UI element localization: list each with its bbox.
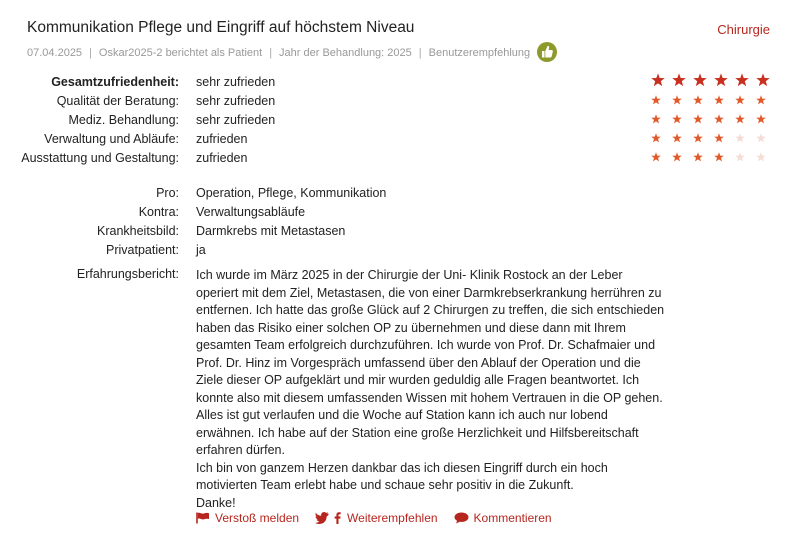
review-title: Kommunikation Pflege und Eingriff auf höchstem Niveau	[27, 19, 415, 36]
pro-label: Pro:	[156, 186, 179, 200]
star-rating	[651, 152, 777, 162]
star-filled-icon	[714, 133, 724, 143]
comment-label: Kommentieren	[473, 511, 552, 525]
report-text	[196, 267, 666, 512]
pro-row	[0, 186, 800, 205]
rating-value: sehr zufrieden	[196, 75, 276, 89]
rating-label: Qualität der Beratung:	[56, 94, 179, 108]
recommendation-label: Benutzerempfehlung	[428, 47, 531, 59]
star-filled-icon	[756, 73, 770, 87]
thumbs-up-icon	[537, 42, 557, 62]
star-filled-icon	[735, 95, 745, 105]
rating-label: Gesamtzufriedenheit:	[51, 75, 179, 89]
rating-row	[0, 111, 800, 130]
recommend-label: Weiterempfehlen	[347, 511, 438, 525]
report-violation-button[interactable]	[196, 511, 299, 525]
star-filled-icon	[651, 133, 661, 143]
star-empty-icon	[735, 152, 745, 162]
rating-row	[0, 149, 800, 168]
category-link[interactable]: Chirurgie	[717, 22, 770, 37]
star-filled-icon	[693, 133, 703, 143]
contra-label: Kontra:	[138, 205, 179, 219]
star-filled-icon	[672, 73, 686, 87]
star-filled-icon	[756, 114, 766, 124]
disease-label: Krankheitsbild:	[97, 224, 179, 238]
comment-button[interactable]	[454, 511, 552, 525]
details-section	[0, 186, 800, 262]
star-filled-icon	[651, 95, 661, 105]
rating-row	[0, 92, 800, 111]
star-empty-icon	[756, 152, 766, 162]
star-filled-icon	[735, 114, 745, 124]
disease-value: Darmkrebs mit Metastasen	[196, 224, 346, 238]
pro-value: Operation, Pflege, Kommunikation	[196, 186, 387, 200]
star-filled-icon	[756, 95, 766, 105]
star-rating	[651, 133, 777, 143]
star-filled-icon	[714, 114, 724, 124]
star-filled-icon	[693, 114, 703, 124]
speech-bubble-icon	[454, 512, 469, 524]
contra-row	[0, 205, 800, 224]
rating-value: sehr zufrieden	[196, 113, 276, 127]
star-filled-icon	[735, 73, 749, 87]
rating-label: Ausstattung und Gestaltung:	[21, 151, 179, 165]
star-filled-icon	[672, 133, 682, 143]
star-empty-icon	[756, 133, 766, 143]
report-paragraph: Ich wurde im März 2025 in der Chirurgie der Uni- Klinik Rostock an der Leber operiert mit dem Ziel, Metastasen, die von einer Darmkrebserkrankung herrühren zu entfernen. Ich hatte das große Glück auf 2 Chirurgen zu treffen, die sich entschieden haben das Risiko einer solchen OP zu übernehmen und diese dann mit Ihrem gesamten Team erfolgreich durchzuführen. Ich wurde von Prof. Dr. Schafmaier und Prof. Dr. Hinz im Vorgespräch umfassend über den Ablauf der Operation und die Ziele dieser OP aufgeklärt und mir wurden geduldig alle Fragen beantwortet. Ich konnte also mit diesem umfassenden Wissen mit hohem Vertrauen in die OP gehen. Alles ist gut verlaufen und die Woche auf Station kann ich auch nur lobend erwähnen. Ich habe auf der Station eine große Herzlichkeit und Hilfsbereitschaft erfahren dürfen.	[196, 268, 665, 457]
rating-value: sehr zufrieden	[196, 94, 276, 108]
facebook-icon	[334, 512, 341, 524]
treatment-year: Jahr der Behandlung: 2025	[279, 47, 412, 59]
star-filled-icon	[672, 95, 682, 105]
star-empty-icon	[735, 133, 745, 143]
rating-value: zufrieden	[196, 132, 248, 146]
rating-value: zufrieden	[196, 151, 248, 165]
star-filled-icon	[693, 73, 707, 87]
star-filled-icon	[714, 152, 724, 162]
review-meta: 07.04.2025 | Oskar2025-2 berichtet als Patient | Jahr der Behandlung: 2025 | Benutzerempfehlung	[27, 43, 557, 63]
report-paragraph: Danke!	[196, 495, 236, 510]
rating-row	[0, 130, 800, 149]
report-label: Erfahrungsbericht:	[76, 267, 179, 281]
star-filled-icon	[714, 73, 728, 87]
rating-row	[0, 73, 800, 92]
twitter-icon	[315, 512, 329, 524]
review-date: 07.04.2025	[27, 47, 83, 59]
rating-label: Mediz. Behandlung:	[68, 113, 179, 127]
rating-label: Verwaltung und Abläufe:	[44, 132, 179, 146]
private-row	[0, 243, 800, 262]
star-filled-icon	[651, 73, 665, 87]
star-filled-icon	[651, 152, 661, 162]
disease-row	[0, 224, 800, 243]
star-rating	[651, 95, 777, 105]
review-author[interactable]: Oskar2025-2 berichtet als Patient	[98, 47, 263, 59]
report-violation-label: Verstoß melden	[215, 511, 300, 525]
ratings-section	[0, 73, 800, 168]
star-filled-icon	[693, 95, 703, 105]
star-filled-icon	[651, 114, 661, 124]
private-value: ja	[196, 243, 206, 257]
report-paragraph: Ich bin von ganzem Herzen dankbar das ich diesen Eingriff durch ein hoch motivierten Team erlebt habe und schaue sehr positiv in die Zukunft.	[196, 460, 608, 492]
action-bar	[196, 511, 568, 525]
recommend-button[interactable]	[315, 511, 438, 525]
star-filled-icon	[672, 152, 682, 162]
star-filled-icon	[693, 152, 703, 162]
flag-icon	[196, 512, 210, 524]
private-label: Privatpatient:	[106, 243, 179, 257]
star-filled-icon	[672, 114, 682, 124]
star-filled-icon	[714, 95, 724, 105]
contra-value: Verwaltungsabläufe	[196, 205, 306, 219]
star-rating	[651, 114, 777, 124]
star-rating	[651, 73, 777, 87]
